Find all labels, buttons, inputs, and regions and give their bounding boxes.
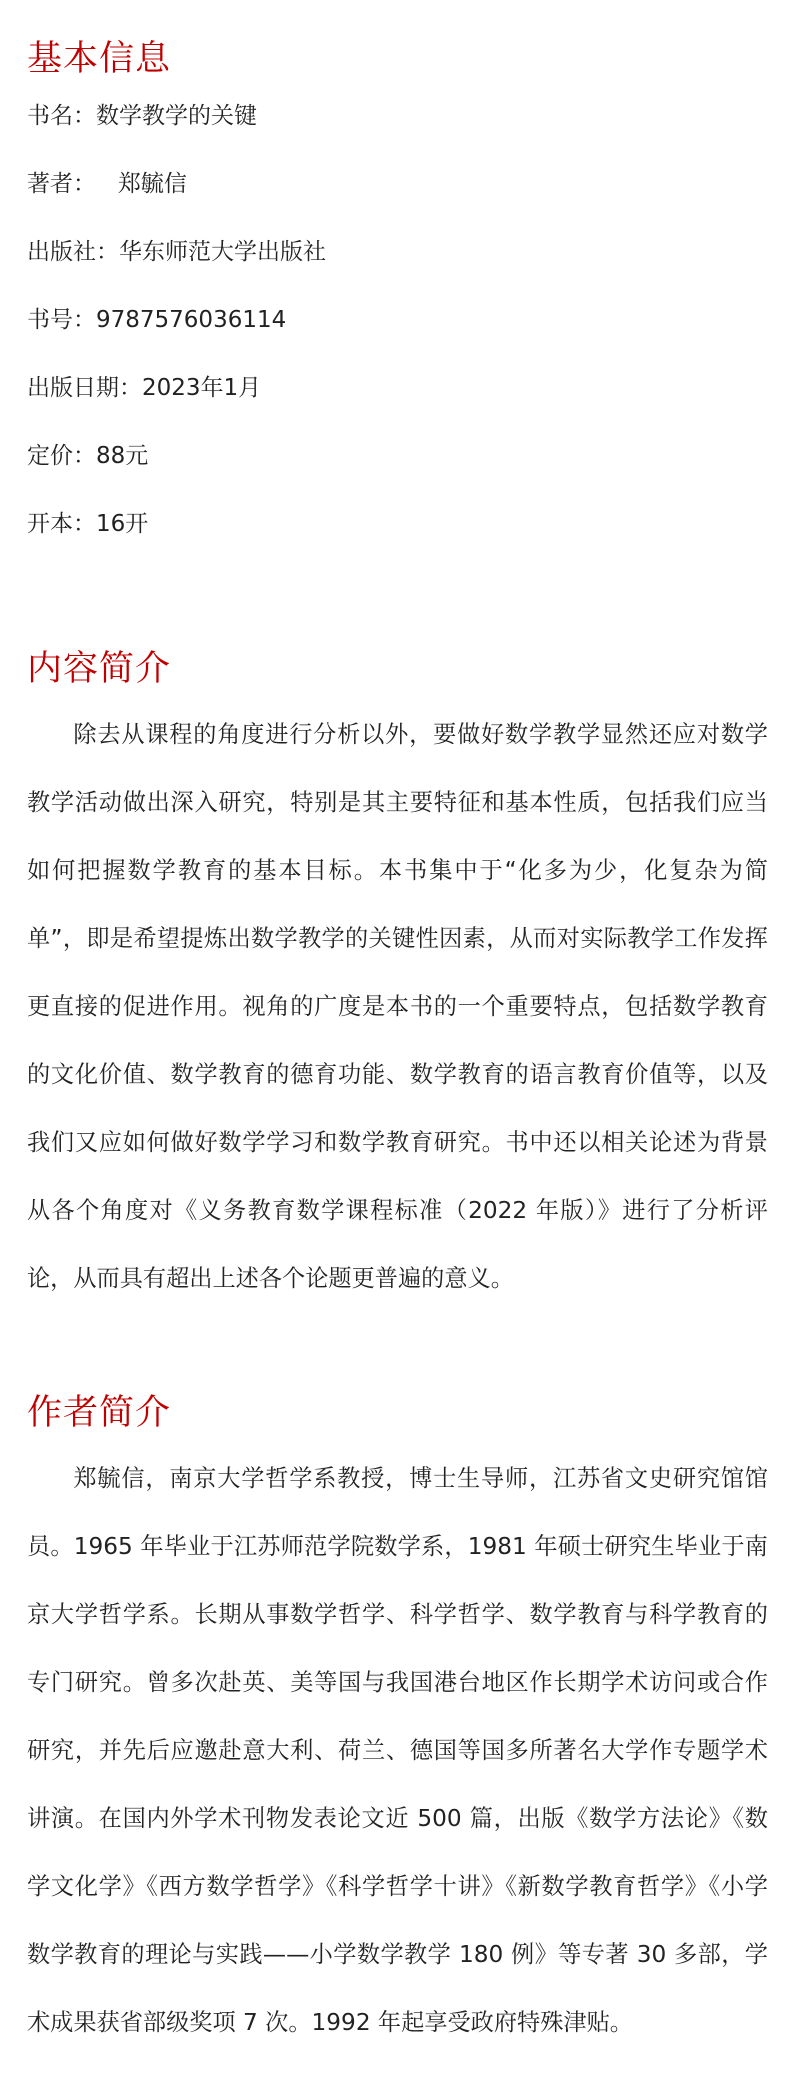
author-intro-paragraph: 郑毓信，南京大学哲学系教授，博士生导师，江苏省文史研究馆馆员。1965 年毕业于江苏师范学院数学系，1981 年硕士研究生毕业于南京大学哲学系。长期从事数学哲学、科学哲学、数学教育与科学教育的专门研究。曾多次赴英、美等国与我国港台地区作长期学术访问或合作研究，并先后应邀赴意大利、荷兰、德国等国多所著名大学作专题学术讲演。在国内外学术刊物发表论文近 500 篇，出版《数学方法论》《数学文化学》《西方数学哲学》《科学哲学十讲》《新数学教育哲学》《小学数学教育的理论与实践——小学数学教学 180 例》等专著 30 多部，学术成果获省部级奖项 7 次。1992 年起享受政府特殊津贴。 — [27, 1465, 768, 2036]
content-intro-paragraph: 除去从课程的角度进行分析以外，要做好数学教学显然还应对数学教学活动做出深入研究，特别是其主要特征和基本性质，包括我们应当如何把握数学教育的基本目标。本书集中于“化多为少，化复杂为简单”，即是希望提炼出数学教学的关键性因素，从而对实际教学工作发挥更直接的促进作用。视角的广度是本书的一个重要特点，包括数学教育的文化价值、数学教育的德育功能、数学教育的语言教育价值等，以及我们又应如何做好数学学习和数学教育研究。书中还以相关论述为背景从各个角度对《义务教育数学课程标准（2022 年版）》进行了分析评论，从而具有超出上述各个论题更普遍的意义。 — [27, 721, 768, 1292]
basic-info-section — [27, 0, 768, 558]
basic-info-heading: 基本信息 — [27, 39, 172, 79]
info-row-publish-date: 出版日期：2023年1月 — [27, 375, 262, 401]
info-row-title: 书名：数学教学的关键 — [27, 103, 257, 129]
content-intro-section — [27, 644, 768, 1313]
info-row-format: 开本：16开 — [27, 511, 149, 537]
info-row-price: 定价：88元 — [27, 443, 149, 469]
info-row-author: 著者： 郑毓信 — [27, 171, 187, 197]
author-intro-heading: 作者简介 — [27, 1393, 172, 1433]
info-row-isbn: 书号：9787576036114 — [27, 307, 287, 333]
author-intro-section — [27, 1388, 768, 2057]
content-intro-heading: 内容简介 — [27, 649, 172, 689]
basic-info-list — [27, 82, 768, 558]
info-row-publisher: 出版社：华东师范大学出版社 — [27, 239, 326, 265]
